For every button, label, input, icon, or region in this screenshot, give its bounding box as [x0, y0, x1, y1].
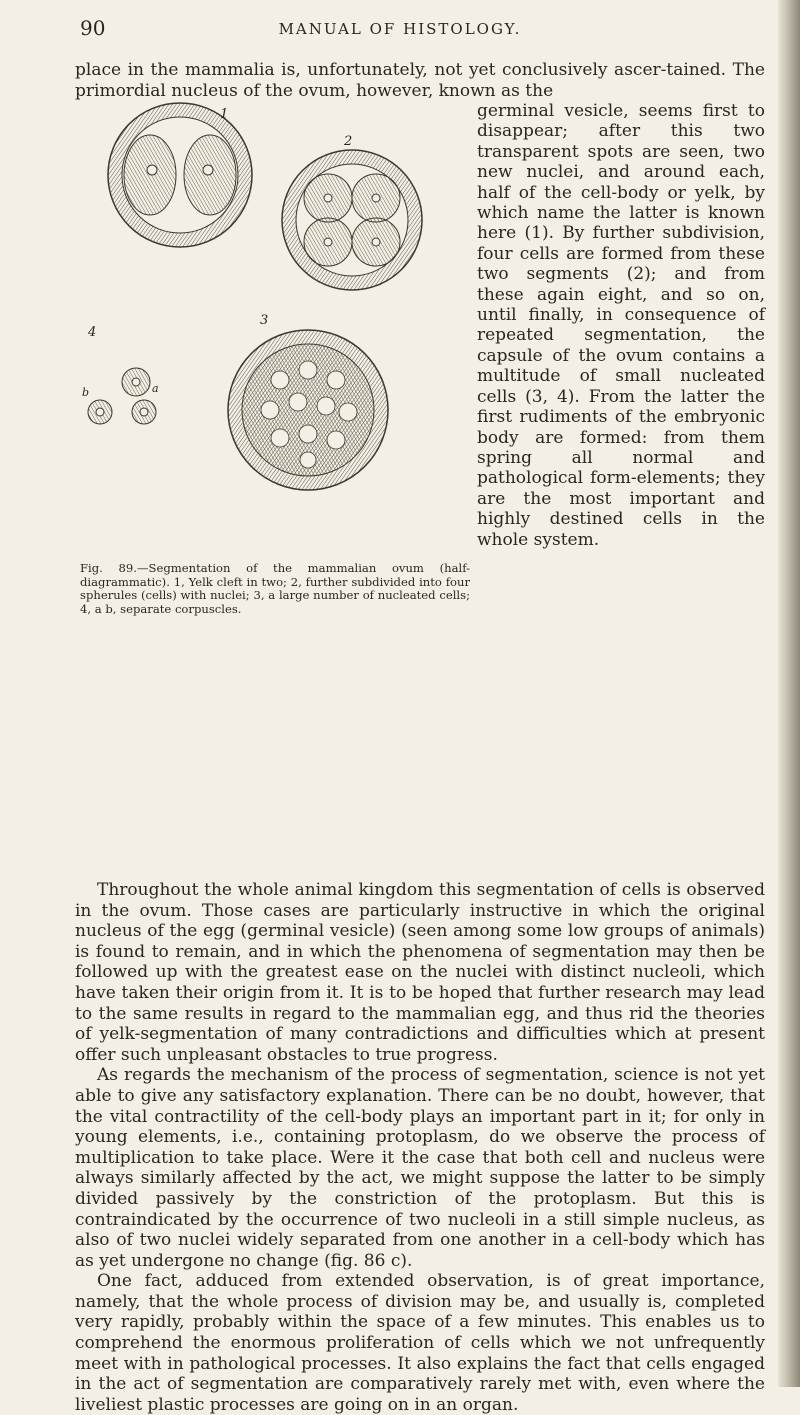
page-edge-shadow [778, 0, 800, 1387]
figure-caption: Fig. 89.—Segmentation of the mammalian ovum (half-diagrammatic). 1, Yelk cleft in two; 2, further subdivided into four spherules (cells) with nuclei; 3, a large number of nucleated cells; 4, a b, separate corpuscles. [80, 561, 470, 616]
figure-label-4: 4 [88, 325, 97, 340]
page-number: 90 [80, 16, 106, 40]
figure-label-1: 1 [220, 107, 229, 122]
figure-label-b: b [82, 386, 90, 399]
ovum-2-drawing [282, 150, 422, 290]
paragraph-2: As regards the mechanism of the process of segmentation, science is not yet able to give any satisfactory explanation. There can be no doubt, however, that the vital contractility of the cell-body plays an important part in it; for only in young elements, i.e., containing protoplasm, do we observe the process of multiplication to take place. Were it the case that both cell and nucleus were always similarly affected by the act, we might suppose the latter to be simply divided passively by the constriction of the protoplasm. But this is contraindicated by the occurrence of two nucleoli in a still simple nucleus, as also of two nuclei widely separated from one another in a cell-body which has as yet undergone no change (fig. 86 c). [75, 1065, 765, 1271]
figure-label-2: 2 [344, 134, 353, 149]
figure-label-3: 3 [260, 313, 269, 328]
ovum-3-drawing [228, 330, 388, 490]
intro-text [75, 60, 765, 101]
paragraph-1: Throughout the whole animal kingdom this segmentation of cells is observed in the ovum. Those cases are particularly instructive in which the original nucleus of the egg (germinal vesicle) (seen among some low groups of animals) is found to remain, and in which the phenomena of segmentation may then be followed up with the greatest ease on the nuclei with distinct nucleoli, which have taken their origin from it. It is to be hoped that further research may lead to the same results in regard to the mammalian egg, and thus rid the theories of yelk-segmentation of many contradictions and difficulties which at present offer such unpleasant obstacles to true progress. [75, 880, 765, 1065]
figure-label-a: a [152, 382, 159, 395]
wrapped-text-column: germinal vesicle, seems first to disappear; after this two transparent spots are seen, two new nuclei, and around each, half of the cell-body or yelk, by which name the latter is known here (1). By further subdivision, four cells are formed from these two segments (2); and from these again eight, and so on, until finally, in consequence of repeated segmentation, the capsule of the ovum contains a multitude of small nucleated cells (3, 4). From the latter the first rudiments of the embryonic body are formed: from them spring all normal and pathological form-elements; they are the most important and highly destined cells in the whole system. [477, 101, 765, 550]
paragraph-3: One fact, adduced from extended observation, is of great importance, namely, that the whole process of division may be, and usually is, completed very rapidly, probably within the space of a few minutes. This enables us to comprehend the enormous proliferation of cells which we not unfrequently meet with in pathological processes. It also explains the fact that cells engaged in the act of segmentation are comparatively rarely met with, even where the liveliest plastic processes are going on in an organ. [75, 1271, 765, 1415]
intro-line: place in the mammalia is, unfortunately, not yet conclusively ascer-tained. The primordial nucleus of the ovum, however, known as the [75, 60, 765, 101]
corpuscles-4-drawing [88, 368, 156, 424]
body-text [75, 880, 765, 1415]
running-title: MANUAL OF HISTOLOGY. [278, 20, 522, 38]
ovum-1-drawing [108, 103, 252, 247]
